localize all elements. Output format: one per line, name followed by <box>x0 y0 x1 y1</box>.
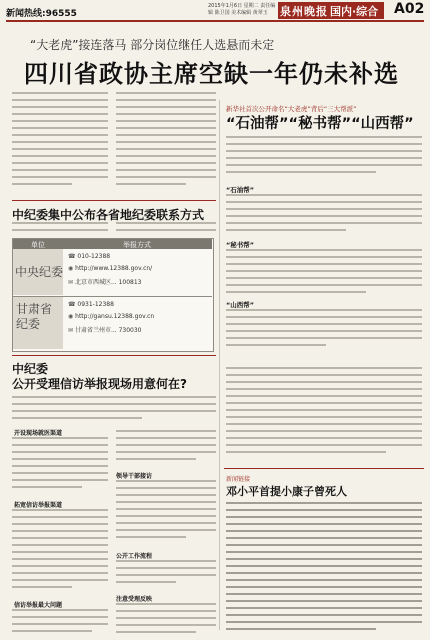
table-row: ☎ 010-12388 <box>68 253 111 260</box>
section-divider <box>224 468 424 469</box>
table-row: ✉ 甘肃省兰州市... 730030 <box>68 327 142 334</box>
subhead-secretary: “秘书帮” <box>226 241 255 249</box>
mail-icon: ✉ <box>68 279 75 286</box>
petition-subhead: 领导干部接访 <box>116 473 153 480</box>
link-article-headline: 邓小平首提小康子曾死人 <box>226 485 347 498</box>
column-header-report: 举报方式 <box>123 241 151 249</box>
news-link-tag: 新闻链接 <box>226 476 251 483</box>
web-icon: ◉ <box>68 265 76 272</box>
table-row[interactable]: ◉ http://gansu.12388.gov.cn <box>68 313 155 320</box>
petition-article-headline: 公开受理信访举报现场用意何在? <box>12 377 187 391</box>
table-row: ✉ 北京市西城区... 100813 <box>68 279 142 286</box>
petition-subhead: 公开工作流程 <box>116 553 153 560</box>
newspaper-brand: 泉州晚报 <box>280 5 328 18</box>
hotline-label: 新闻热线:96555 <box>6 9 77 19</box>
phone-icon: ☎ <box>68 301 78 308</box>
contact-table-header <box>13 239 212 249</box>
petition-article-kicker: 中纪委 <box>12 362 49 376</box>
unit-gansu: 甘肃省纪委 <box>16 302 53 331</box>
subhead-oil: “石油帮” <box>226 186 255 194</box>
main-kicker: “大老虎”接连落马 部分岗位继任人选悬而未定 <box>30 38 275 52</box>
petition-subhead: 信访举报最大问题 <box>14 602 63 609</box>
phone-icon: ☎ <box>68 253 78 260</box>
section-divider <box>12 200 216 201</box>
right-article-kicker: 新华社首次公开命名“大老虎”背后“三大帮派” <box>226 105 357 113</box>
header-rule <box>6 20 424 22</box>
table-row[interactable]: ◉ http://www.12388.gov.cn/ <box>68 265 153 272</box>
right-article-headline: “石油帮”“秘书帮”“山西帮” <box>226 116 414 132</box>
petition-subhead: 注意受理反映 <box>116 596 153 603</box>
column-header-unit: 单位 <box>31 241 45 249</box>
section-title: 国内·综合 <box>330 5 379 18</box>
petition-subhead: 开设现场就医渠道 <box>14 430 63 437</box>
section-divider <box>12 355 216 356</box>
unit-central: 中央纪委 <box>15 265 64 279</box>
petition-subhead: 拓宽信访举报渠道 <box>14 502 63 509</box>
page-number: A02 <box>394 1 425 17</box>
main-headline: 四川省政协主席空缺一年仍未补选 <box>24 60 399 88</box>
mail-icon: ✉ <box>68 327 75 334</box>
contact-article-headline: 中纪委集中公布各省地纪委联系方式 <box>12 208 205 222</box>
subhead-shanxi: “山西帮” <box>226 301 255 309</box>
table-row: ☎ 0931-12388 <box>68 301 114 308</box>
column-divider <box>219 100 220 630</box>
publish-date: 2015年1月6日 星期二 责任编辑 陈卫国 美术编辑 黄翠玉 <box>208 3 276 16</box>
web-icon: ◉ <box>68 313 76 320</box>
